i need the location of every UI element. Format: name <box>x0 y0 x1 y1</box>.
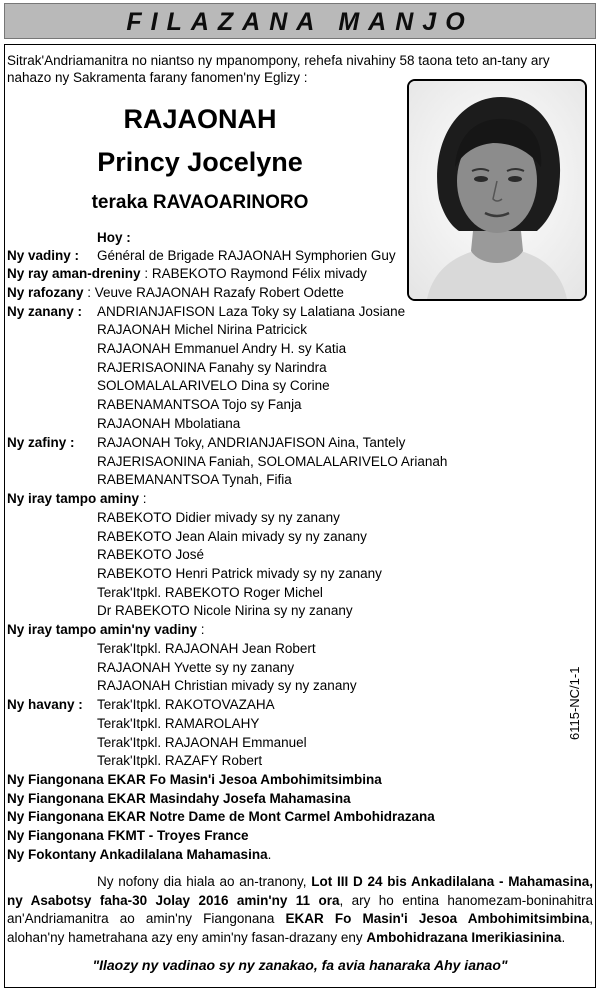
closing-text-2: , ary ho entina hanomezam-boninahitra an'Andriamanitra ao amin'ny Fiangonana <box>7 892 593 926</box>
ray-label: Ny ray aman-dreniny <box>7 266 141 281</box>
list-item: RABEKOTO José <box>97 547 205 562</box>
organization-item: Ny Fiangonana EKAR Fo Masin'i Jesoa Ambohimitsimbina <box>7 772 382 787</box>
closing-church: EKAR Fo Masin'i Jesoa Ambohimitsimbina <box>285 911 590 926</box>
list-item: Terak'Itpkl. RAZAFY Robert <box>97 753 263 768</box>
list-item: RAJAONAH Mbolatiana <box>97 416 241 431</box>
vadiny-label: Ny vadiny : <box>7 248 80 263</box>
organization-period: . <box>267 847 272 862</box>
deceased-surname: RAJAONAH <box>123 104 277 134</box>
list-item: RAJERISAONINA Faniah, SOLOMALALARIVELO Arianah <box>97 454 448 469</box>
reference-code: 6115-NC/1-1 <box>567 666 582 740</box>
list-item: RAJAONAH Michel Nirina Patricick <box>97 322 308 337</box>
in-law-siblings-heading <box>7 621 205 639</box>
list-item: Terak'Itpkl. RAKOTOVAZAHA <box>97 697 275 712</box>
alias-prefix: teraka <box>91 192 148 213</box>
organization-item-last <box>7 846 271 864</box>
in-law-siblings-colon: : <box>197 622 205 637</box>
havany-label: Ny havany : <box>7 697 83 712</box>
siblings-colon: : <box>139 491 147 506</box>
list-item: Terak'Itpkl. RAMAROLAHY <box>97 716 260 731</box>
list-item: RABEKOTO Didier mivady sy ny zanany <box>97 510 340 525</box>
organization-item: Ny Fiangonana EKAR Notre Dame de Mont Carmel Ambohidrazana <box>7 809 435 824</box>
list-item: RAJAONAH Christian mivady sy ny zanany <box>97 678 357 693</box>
organization-item: Ny Fokontany Ankadilalana Mahamasina <box>7 847 268 862</box>
funeral-details <box>7 873 593 947</box>
siblings-label: Ny iray tampo aminy <box>7 491 140 506</box>
list-item: SOLOMALALARIVELO Dina sy Corine <box>97 378 330 393</box>
rafozany-value: : Veuve RAJAONAH Razafy Robert Odette <box>83 285 344 300</box>
list-item: RABEMANANTSOA Tynah, Fifia <box>97 472 292 487</box>
intro-text: Sitrak'Andriamanitra no niantso ny mpanompony, rehefa nivahiny 58 taona teto an-tany ary nahazo ny Sakramenta farany fanomen'ny Eglizy : <box>7 53 550 85</box>
list-item: RABEKOTO Jean Alain mivady sy ny zanany <box>97 529 367 544</box>
organization-item: Ny Fiangonana FKMT - Troyes France <box>7 828 249 843</box>
organization-item: Ny Fiangonana EKAR Masindahy Josefa Mahamasina <box>7 791 351 806</box>
list-item: RABENAMANTSOA Tojo sy Fanja <box>97 397 302 412</box>
alias-name: RAVAOARINORO <box>152 192 309 213</box>
rafozany-row <box>7 284 344 302</box>
list-item: Terak'Itpkl. RAJAONAH Emmanuel <box>97 735 307 750</box>
vadiny-row <box>7 247 593 265</box>
list-item: RAJAONAH Emmanuel Andry H. sy Katia <box>97 341 347 356</box>
siblings-heading <box>7 490 147 508</box>
list-item: ANDRIANJAFISON Laza Toky sy Lalatiana Josiane <box>97 304 406 319</box>
list-item: Terak'Itpkl. RAJAONAH Jean Robert <box>97 641 316 656</box>
bible-quote: "Ilaozy ny vadinao sy ny zanakao, fa avia hanaraka Ahy ianao" <box>92 957 508 973</box>
list-item: Terak'Itpkl. RABEKOTO Roger Michel <box>97 585 323 600</box>
deceased-alias <box>0 192 400 214</box>
ray-value: : RABEKOTO Raymond Félix mivady <box>140 266 367 281</box>
list-item: RAJAONAH Toky, ANDRIANJAFISON Aina, Tantely <box>97 435 406 450</box>
closing-text-4: . <box>561 929 566 945</box>
hoy-label: Hoy : <box>97 230 131 245</box>
list-item: RABEKOTO Henri Patrick mivady sy ny zanany <box>97 566 382 581</box>
closing-text-1: Ny nofony dia hiala ao an-tranony, <box>97 874 312 889</box>
deceased-photo <box>407 79 587 301</box>
ray-row <box>7 265 367 283</box>
banner-title: FILAZANA MANJO <box>126 8 474 36</box>
vadiny-value: Général de Brigade RAJAONAH Symphorien Guy <box>97 248 396 263</box>
closing-text-3: , alohan'ny hametrahana azy eny amin'ny fasan-drazany eny <box>7 911 593 945</box>
closing-cemetery: Ambohidrazana Imerikiasinina <box>366 929 562 945</box>
zanany-label: Ny zanany : <box>7 304 83 319</box>
list-item: Dr RABEKOTO Nicole Nirina sy ny zanany <box>97 603 353 618</box>
closing-address: Lot III D 24 bis Ankadilalana - Mahamasina, ny Asabotsy faha-30 Jolay 2016 amin'ny 11 ora <box>7 874 593 908</box>
list-item: RAJAONAH Yvette sy ny zanany <box>97 660 295 675</box>
deceased-given-names: Princy Jocelyne <box>97 147 303 177</box>
zafiny-label: Ny zafiny : <box>7 435 75 450</box>
header-banner <box>4 3 596 39</box>
rafozany-label: Ny rafozany <box>7 285 84 300</box>
in-law-siblings-label: Ny iray tampo amin'ny vadiny <box>7 622 198 637</box>
list-item: RAJERISAONINA Fanahy sy Narindra <box>97 360 327 375</box>
